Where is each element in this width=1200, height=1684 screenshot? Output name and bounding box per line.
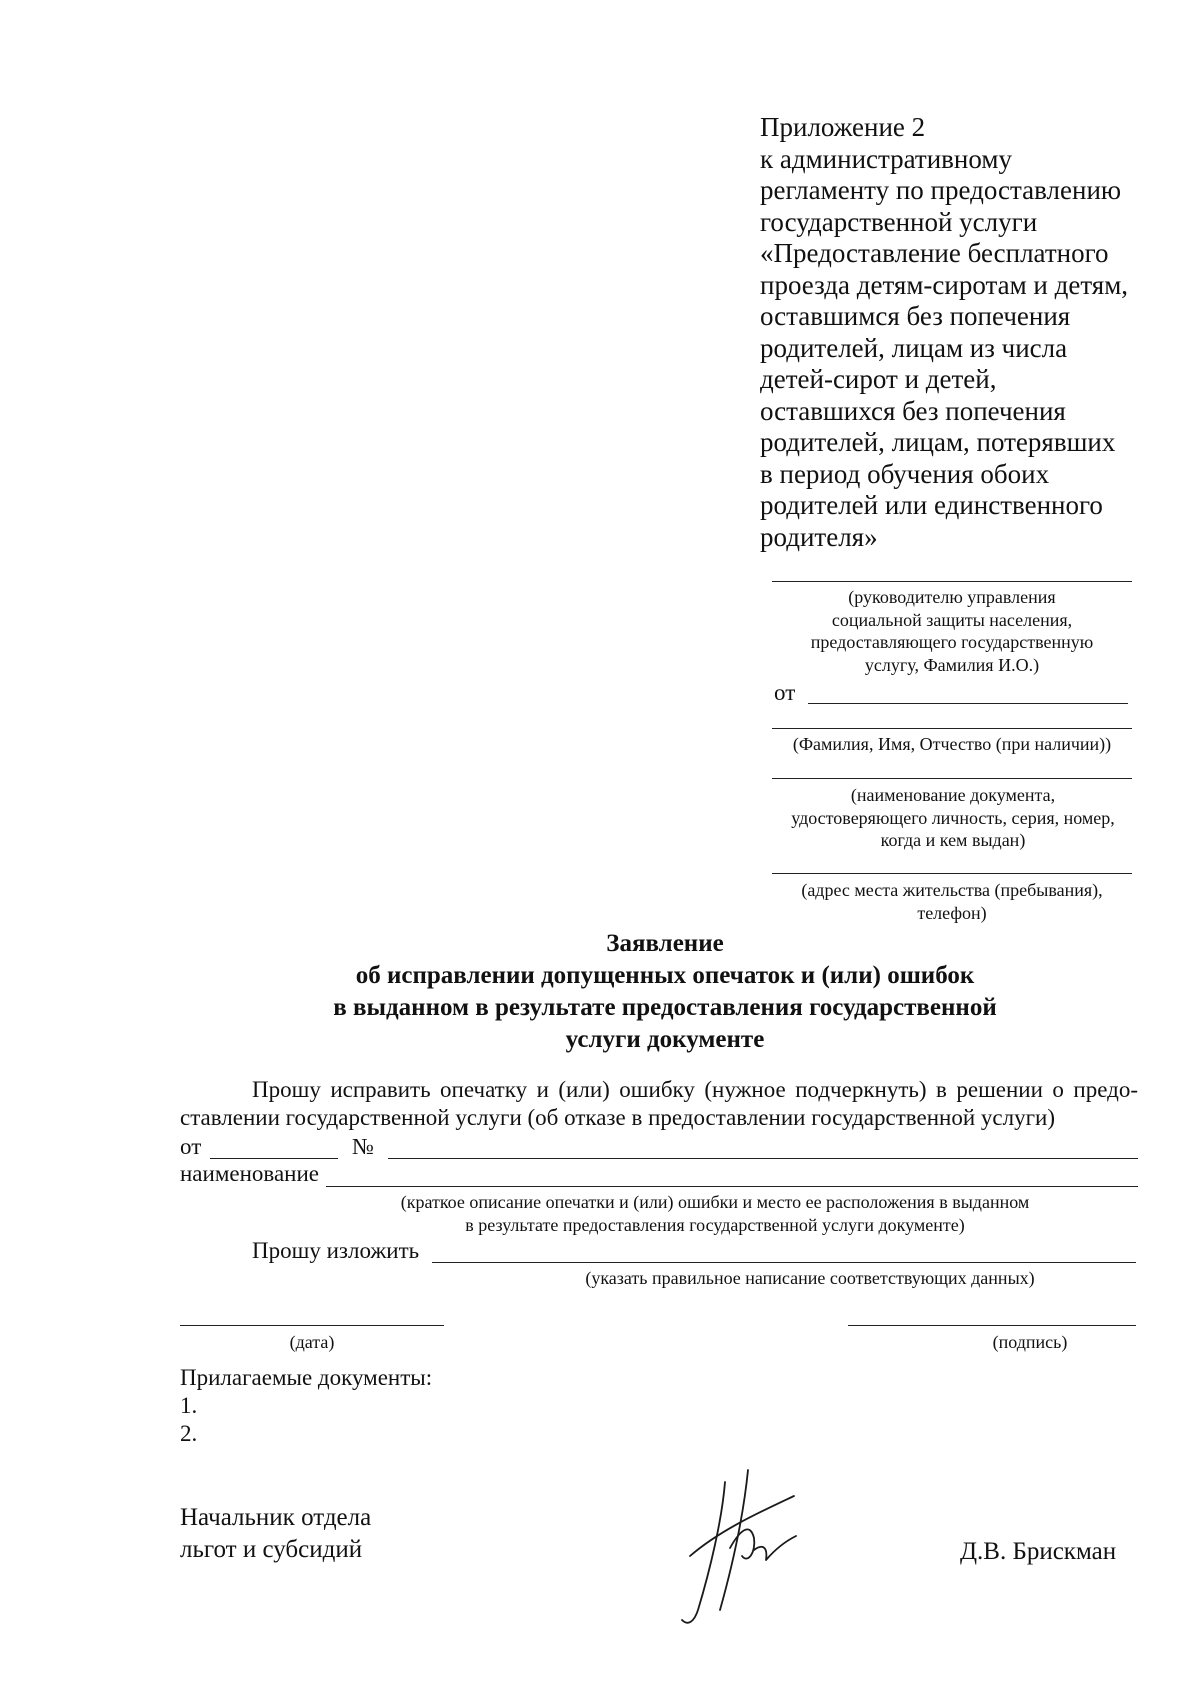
date-caption: (дата) bbox=[289, 1332, 335, 1352]
attachments-label: Прилагаемые документы: bbox=[180, 1365, 433, 1390]
state-label: Прошу изложить bbox=[252, 1238, 420, 1263]
decision-date-line bbox=[210, 1158, 338, 1159]
footer-position-line2: льгот и субсидий bbox=[180, 1536, 363, 1563]
decision-from-label: от bbox=[180, 1134, 202, 1159]
appendix-line: родителей, лицам, потерявших bbox=[760, 427, 1116, 457]
appendix-line: регламенту по предоставлению bbox=[760, 175, 1122, 205]
state-caption: (указать правильное написание соответствующих данных) bbox=[585, 1268, 1035, 1288]
request-paragraph: Прошу исправить опечатку и (или) ошибку (нужное подчеркнуть) в решении о предо-ставлении государственной услуги (об отказе в предоставлении государственной услуги) bbox=[180, 1077, 1138, 1130]
handwritten-signature bbox=[670, 1460, 830, 1630]
footer-position-line1: Начальник отдела bbox=[180, 1504, 372, 1531]
appendix-line: к административному bbox=[760, 143, 1012, 174]
appendix-line: родителя» bbox=[760, 521, 878, 552]
signature-blank-line bbox=[848, 1325, 1136, 1326]
document-title: Заявление об исправлении допущенных опечаток и (или) ошибок в выданном в результате предоставления государственной услуги документе bbox=[333, 930, 997, 1053]
fio-blank-line bbox=[772, 728, 1132, 729]
appendix-line: проезда детям-сиротам и детям, bbox=[760, 269, 1129, 300]
date-blank-line bbox=[180, 1325, 444, 1326]
from-label: от bbox=[774, 680, 796, 705]
appendix-line: государственной услуги bbox=[760, 206, 1038, 237]
from-blank-line bbox=[808, 703, 1128, 704]
desc-caption: (краткое описание опечатки и (или) ошибки и место ее расположения в выданном в результате предоставления государственной услуги документе) bbox=[400, 1192, 1030, 1235]
decision-number-line bbox=[388, 1158, 1138, 1159]
appendix-line: «Предоставление бесплатного bbox=[760, 238, 1109, 268]
name-label: наименование bbox=[180, 1161, 319, 1186]
appendix-line: детей-сирот и детей, bbox=[760, 364, 997, 394]
head-blank-line bbox=[772, 581, 1132, 582]
head-caption: (руководителю управления социальной защиты населения, предоставляющего государственную услугу, Фамилия И.О.) bbox=[810, 587, 1094, 675]
appendix-line: в период обучения обоих bbox=[760, 458, 1050, 489]
attachment-item: 2. bbox=[180, 1421, 198, 1446]
fio-caption: (Фамилия, Имя, Отчество (при наличии)) bbox=[792, 734, 1112, 754]
appendix-block bbox=[760, 112, 1160, 553]
appendix-line: оставшихся без попечения bbox=[760, 395, 1066, 426]
appendix-line: Приложение 2 bbox=[760, 112, 926, 142]
address-caption: (адрес места жительства (пребывания), телефон) bbox=[801, 880, 1103, 923]
attachment-item: 1. bbox=[180, 1393, 198, 1418]
state-blank-line bbox=[432, 1262, 1136, 1263]
appendix-line: оставшимся без попечения bbox=[760, 301, 1071, 331]
appendix-line: родителей или единственного bbox=[760, 490, 1103, 520]
decision-number-label: № bbox=[352, 1134, 374, 1159]
doc-blank-line bbox=[772, 778, 1132, 779]
appendix-line: родителей, лицам из числа bbox=[760, 332, 1068, 363]
signature-caption: (подпись) bbox=[992, 1332, 1068, 1352]
name-blank-line bbox=[326, 1186, 1138, 1187]
footer-signer-name: Д.В. Брискман bbox=[960, 1538, 1117, 1565]
doc-caption: (наименование документа, удостоверяющего личность, серия, номер, когда и кем выдан) bbox=[791, 785, 1115, 850]
address-blank-line bbox=[772, 873, 1132, 874]
